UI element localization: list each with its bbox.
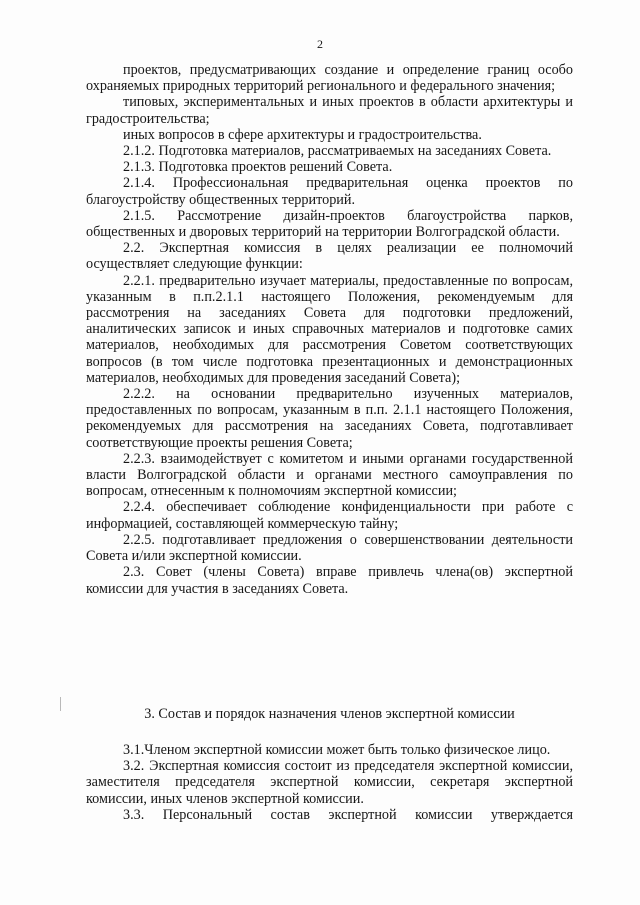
body-text-bottom — [86, 742, 573, 823]
paragraph: 3.2. Экспертная комиссия состоит из председателя экспертной комиссии, заместителя председателя экспертной комиссии, секретаря экспертной комиссии, иных членов экспертной комиссии. — [86, 758, 573, 807]
section-heading: 3. Состав и порядок назначения членов экспертной комиссии — [144, 706, 515, 722]
paragraph: 2.2.4. обеспечивает соблюдение конфиденциальности при работе с информацией, составляющей коммерческую тайну; — [86, 499, 573, 532]
paragraph: иных вопросов в сфере архитектуры и градостроительства. — [123, 126, 482, 143]
paragraph: 2.1.4. Профессиональная предварительная оценка проектов по благоустройству общественных территорий. — [86, 175, 573, 208]
paragraph: 2.2.3. взаимодействует с комитетом и иными органами государственной власти Волгоградской области и органами местного самоуправления по вопросам, отнесенным к полномочиям экспертной комиссии; — [86, 450, 573, 500]
page-number: 2 — [317, 37, 323, 51]
paragraph: проектов, предусматривающих создание и определение границ особо охраняемых природных территорий регионального и федерального значения; — [86, 62, 573, 95]
paragraph: 3.3. Персональный состав экспертной комиссии утверждается — [123, 806, 573, 823]
scan-margin-mark — [60, 697, 61, 711]
paragraph: 2.1.5. Рассмотрение дизайн-проектов благоустройства парков, общественных и дворовых территорий на территории Волгоградской области. — [86, 207, 573, 241]
paragraph: типовых, экспериментальных и иных проектов в области архитектуры и градостроительства; — [86, 94, 573, 127]
paragraph: 2.1.3. Подготовка проектов решений Совета. — [123, 159, 393, 176]
body-text-top — [86, 62, 573, 597]
paragraph: 2.3. Совет (члены Совета) вправе привлечь члена(ов) экспертной комиссии для участия в заседаниях Совета. — [86, 564, 573, 597]
paragraph: 2.1.2. Подготовка материалов, рассматриваемых на заседаниях Совета. — [123, 143, 552, 160]
paragraph: 2.2.1. предварительно изучает материалы, предоставленные по вопросам, указанным в п.п.2.1.1 настоящего Положения, рекомендуемым для рассмотрения на заседаниях Совета для подготовки предложений, аналитических записок и иных справочных материалов и подготовке самих материалов, необходимых для рассмотрения Советом соответствующих вопросов (в том числе подготовка презентационных и демонстрационных материалов, необходимых для проведения заседаний Совета); — [86, 272, 573, 386]
paragraph: 2.2.2. на основании предварительно изученных материалов, предоставленных по вопросам, указанным в п.п. 2.1.1 настоящего Положения, рекомендуемых для рассмотрения на заседаниях Совета, подготавливает соответствующие проекты решения Совета; — [86, 386, 573, 451]
paragraph: 2.2. Экспертная комиссия в целях реализации ее полномочий осуществляет следующие функции: — [86, 240, 573, 273]
paragraph: 2.2.5. подготавливает предложения о совершенствовании деятельности Совета и/или экспертной комиссии. — [86, 531, 573, 565]
paragraph: 3.1.Членом экспертной комиссии может быть только физическое лицо. — [123, 742, 551, 758]
